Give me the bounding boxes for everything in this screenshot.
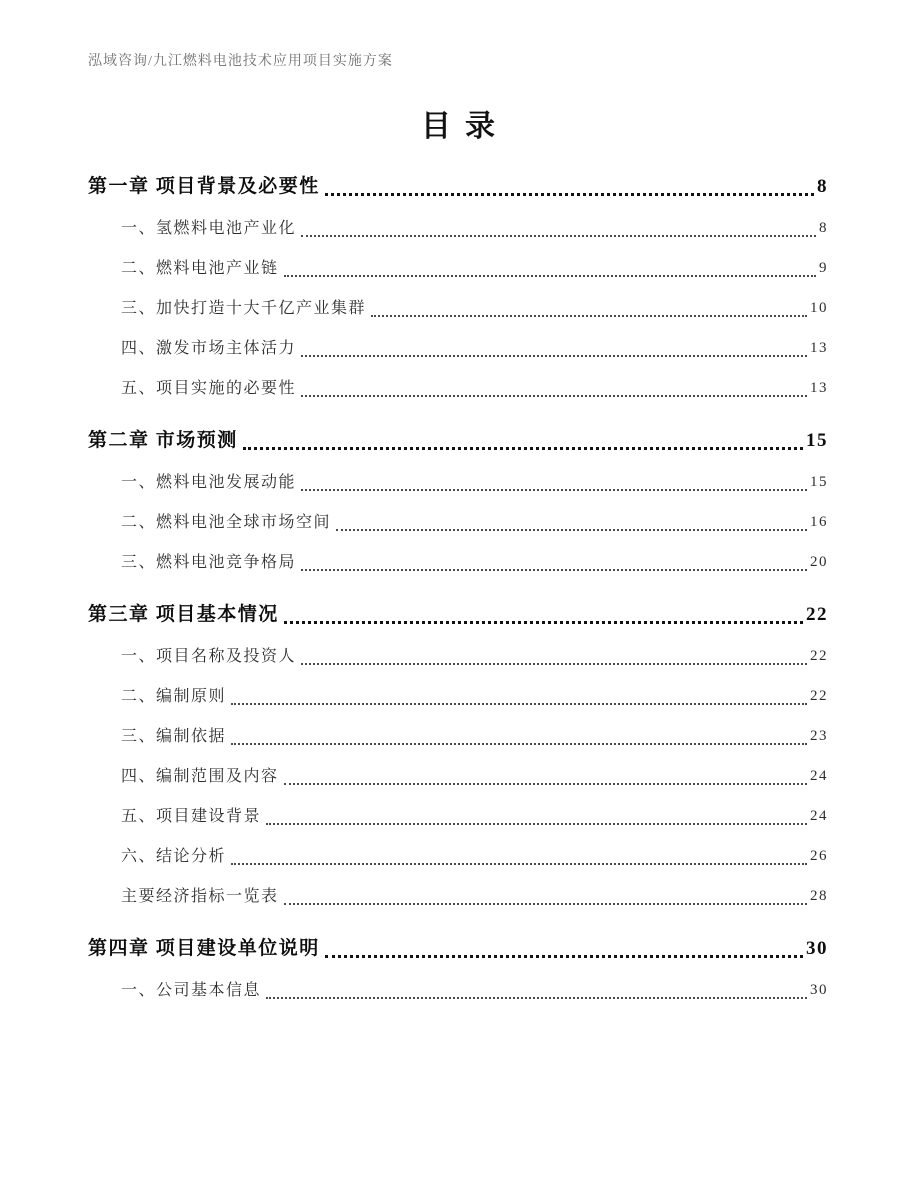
toc-entry-label: 第三章 项目基本情况 (88, 604, 279, 625)
toc-entry-label: 一、氢燃料电池产业化 (121, 220, 297, 237)
toc-entry-page: 28 (810, 888, 828, 904)
toc-chapter-entry[interactable] (88, 601, 828, 628)
toc-item-entry[interactable] (88, 845, 828, 868)
toc-entry-label: 一、公司基本信息 (121, 982, 262, 999)
dot-leader (301, 663, 807, 665)
toc-entry-page: 15 (810, 474, 828, 490)
toc-item-entry[interactable] (88, 257, 828, 280)
toc-entry-label: 四、激发市场主体活力 (121, 340, 297, 357)
toc-entry-label: 第一章 项目背景及必要性 (88, 176, 320, 197)
dot-leader (371, 315, 807, 317)
toc-entry-label: 一、项目名称及投资人 (121, 648, 297, 665)
toc-item-entry[interactable] (88, 337, 828, 360)
dot-leader (266, 997, 807, 999)
toc-entry-page: 22 (810, 688, 828, 704)
toc (88, 173, 828, 1002)
toc-entry-page: 30 (806, 938, 828, 959)
toc-entry-label: 第二章 市场预测 (88, 430, 238, 451)
toc-entry-page: 8 (817, 176, 828, 197)
dot-leader (284, 275, 816, 277)
dot-leader (284, 903, 807, 905)
dot-leader (301, 569, 807, 571)
toc-entry-label: 一、燃料电池发展动能 (121, 474, 297, 491)
toc-entry-page: 22 (810, 648, 828, 664)
toc-entry-label: 三、编制依据 (121, 728, 227, 745)
toc-entry-page: 15 (806, 430, 828, 451)
toc-entry-label: 主要经济指标一览表 (121, 888, 279, 905)
toc-entry-label: 五、项目实施的必要性 (121, 380, 297, 397)
dot-leader (231, 703, 807, 705)
toc-entry-label: 二、编制原则 (121, 688, 227, 705)
dot-leader (243, 447, 803, 450)
toc-entry-label: 五、项目建设背景 (121, 808, 262, 825)
dot-leader (231, 743, 807, 745)
toc-item-entry[interactable] (88, 551, 828, 574)
toc-item-entry[interactable] (88, 511, 828, 534)
toc-entry-page: 8 (819, 220, 828, 236)
toc-entry-label: 三、加快打造十大千亿产业集群 (121, 300, 367, 317)
toc-item-entry[interactable] (88, 471, 828, 494)
toc-entry-page: 13 (810, 380, 828, 396)
toc-item-entry[interactable] (88, 885, 828, 908)
toc-entry-label: 第四章 项目建设单位说明 (88, 938, 320, 959)
page-title: 目录 (421, 110, 509, 143)
toc-item-entry[interactable] (88, 217, 828, 240)
toc-item-entry[interactable] (88, 297, 828, 320)
toc-item-entry[interactable] (88, 979, 828, 1002)
toc-entry-page: 10 (810, 300, 828, 316)
toc-entry-page: 30 (810, 982, 828, 998)
toc-entry-page: 13 (810, 340, 828, 356)
document-header: 泓域咨询/九江燃料电池技术应用项目实施方案 (88, 54, 393, 69)
toc-entry-page: 24 (810, 768, 828, 784)
toc-entry-page: 24 (810, 808, 828, 824)
toc-entry-label: 六、结论分析 (121, 848, 227, 865)
dot-leader (284, 621, 803, 624)
toc-entry-label: 二、燃料电池产业链 (121, 260, 279, 277)
toc-entry-page: 20 (810, 554, 828, 570)
toc-entry-page: 26 (810, 848, 828, 864)
dot-leader (231, 863, 807, 865)
toc-entry-page: 23 (810, 728, 828, 744)
toc-chapter-entry[interactable] (88, 427, 828, 454)
toc-entry-page: 16 (810, 514, 828, 530)
dot-leader (301, 489, 807, 491)
dot-leader (284, 783, 807, 785)
dot-leader (301, 395, 807, 397)
toc-entry-page: 9 (819, 260, 828, 276)
toc-item-entry[interactable] (88, 685, 828, 708)
toc-chapter-entry[interactable] (88, 935, 828, 962)
toc-item-entry[interactable] (88, 645, 828, 668)
dot-leader (301, 355, 807, 357)
dot-leader (301, 235, 816, 237)
dot-leader (325, 193, 814, 196)
toc-item-entry[interactable] (88, 725, 828, 748)
dot-leader (336, 529, 807, 531)
dot-leader (266, 823, 807, 825)
toc-item-entry[interactable] (88, 765, 828, 788)
toc-entry-label: 二、燃料电池全球市场空间 (121, 514, 332, 531)
toc-entry-page: 22 (806, 604, 828, 625)
dot-leader (325, 955, 803, 958)
toc-item-entry[interactable] (88, 805, 828, 828)
toc-entry-label: 三、燃料电池竞争格局 (121, 554, 297, 571)
toc-chapter-entry[interactable] (88, 173, 828, 200)
toc-entry-label: 四、编制范围及内容 (121, 768, 279, 785)
toc-item-entry[interactable] (88, 377, 828, 400)
